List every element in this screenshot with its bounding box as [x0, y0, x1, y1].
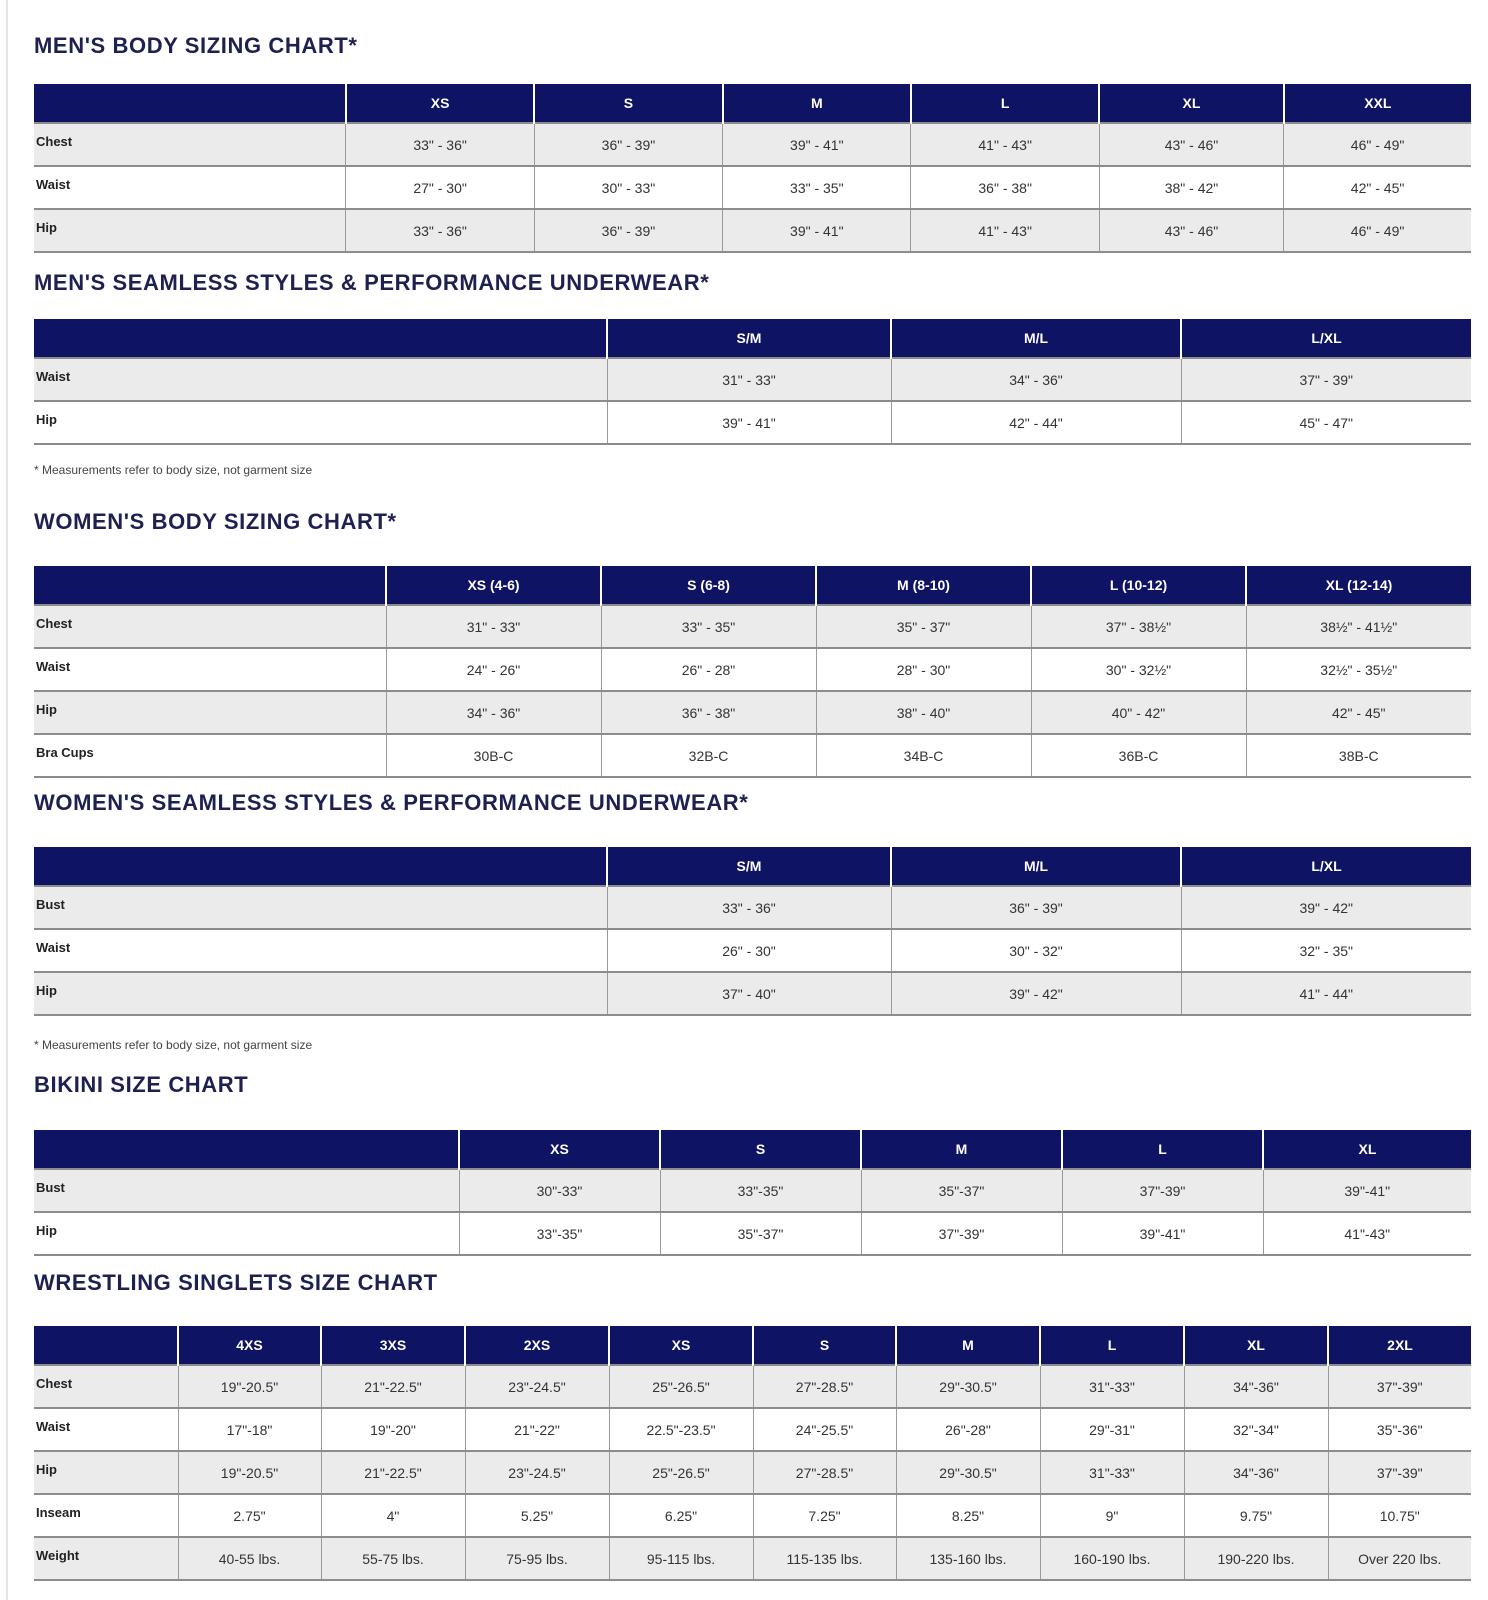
- page-left-border: [6, 0, 8, 1600]
- measurement-value: 29"-30.5": [896, 1365, 1040, 1408]
- size-header-cell: 4XS: [178, 1326, 321, 1365]
- table-row: [34, 358, 1471, 401]
- measurement-value: 37"-39": [861, 1212, 1062, 1255]
- measurement-value: 30"-33": [459, 1169, 660, 1212]
- measurement-value: 36" - 39": [534, 123, 722, 166]
- size-header-cell: L: [1062, 1130, 1263, 1169]
- size-header-cell: 2XL: [1328, 1326, 1471, 1365]
- womens-body-title: WOMEN'S BODY SIZING CHART*: [34, 509, 397, 534]
- size-header-cell: S: [660, 1130, 861, 1169]
- table-row: [34, 1169, 1471, 1212]
- measurement-value: 40-55 lbs.: [178, 1537, 321, 1580]
- size-header-cell: L: [1040, 1326, 1184, 1365]
- measurement-value: 28" - 30": [816, 648, 1031, 691]
- measurement-value: 36B-C: [1031, 734, 1246, 777]
- measurement-value: 21"-22.5": [321, 1451, 465, 1494]
- measurement-value: 17"-18": [178, 1408, 321, 1451]
- measurement-value: 38B-C: [1246, 734, 1471, 777]
- measurement-value: 37"-39": [1062, 1169, 1263, 1212]
- measurement-value: 46" - 49": [1284, 209, 1471, 252]
- measurement-value: 26"-28": [896, 1408, 1040, 1451]
- header-row: [34, 319, 1471, 358]
- table-row: [34, 123, 1471, 166]
- measurement-label: Chest: [34, 1365, 178, 1408]
- measurement-value: 43" - 46": [1099, 209, 1283, 252]
- womens-seamless-title: WOMEN'S SEAMLESS STYLES & PERFORMANCE UNDERWEAR*: [34, 790, 749, 815]
- measurement-label: Hip: [34, 1451, 178, 1494]
- womens-body-table: [34, 566, 1471, 778]
- measurement-value: 34B-C: [816, 734, 1031, 777]
- measurement-value: 33"-35": [660, 1169, 861, 1212]
- measurement-value: 35"-36": [1328, 1408, 1471, 1451]
- bikini-section: [34, 1072, 1471, 1242]
- measurement-value: 29"-30.5": [896, 1451, 1040, 1494]
- mens-seamless-footnote: * Measurements refer to body size, not garment size: [34, 463, 313, 477]
- measurement-value: 19"-20.5": [178, 1365, 321, 1408]
- measurement-value: 26" - 30": [607, 929, 891, 972]
- measurement-value: 135-160 lbs.: [896, 1537, 1040, 1580]
- measurement-value: 19"-20": [321, 1408, 465, 1451]
- measurement-value: 19"-20.5": [178, 1451, 321, 1494]
- table-row: [34, 1365, 1471, 1408]
- table-row: [34, 1494, 1471, 1537]
- table-row: [34, 734, 1471, 777]
- measurement-value: 42" - 44": [891, 401, 1181, 444]
- measurement-label: Waist: [34, 358, 607, 401]
- measurement-value: 30" - 32½": [1031, 648, 1246, 691]
- measurement-value: 33" - 35": [723, 166, 911, 209]
- measurement-value: 4": [321, 1494, 465, 1537]
- measurement-value: 41" - 44": [1181, 972, 1471, 1015]
- measurement-value: 190-220 lbs.: [1184, 1537, 1328, 1580]
- mens-body-table: [34, 84, 1471, 253]
- measurement-value: 23"-24.5": [465, 1451, 609, 1494]
- size-header-cell: XS (4-6): [386, 566, 601, 605]
- measurement-label: Waist: [34, 166, 346, 209]
- measurement-value: 6.25": [609, 1494, 753, 1537]
- measurement-value: 34" - 36": [386, 691, 601, 734]
- table-row: [34, 929, 1471, 972]
- measurement-value: 2.75": [178, 1494, 321, 1537]
- table-row: [34, 401, 1471, 444]
- measurement-value: 22.5"-23.5": [609, 1408, 753, 1451]
- size-header-cell: XXL: [1284, 84, 1471, 123]
- measurement-value: 9.75": [1184, 1494, 1328, 1537]
- measurement-value: 34"-36": [1184, 1365, 1328, 1408]
- header-corner-cell: [34, 847, 607, 886]
- measurement-value: 39" - 42": [891, 972, 1181, 1015]
- measurement-value: 42" - 45": [1246, 691, 1471, 734]
- size-header-cell: M/L: [891, 319, 1181, 358]
- measurement-value: 25"-26.5": [609, 1451, 753, 1494]
- wrestling-section: [34, 1270, 1471, 1567]
- table-row: [34, 166, 1471, 209]
- size-header-cell: L/XL: [1181, 847, 1471, 886]
- size-header-cell: S: [534, 84, 722, 123]
- womens-body-section: [34, 509, 1471, 764]
- size-header-cell: XS: [346, 84, 534, 123]
- measurement-value: 41" - 43": [911, 209, 1099, 252]
- measurement-value: 95-115 lbs.: [609, 1537, 753, 1580]
- measurement-value: 9": [1040, 1494, 1184, 1537]
- measurement-value: 33" - 35": [601, 605, 816, 648]
- header-row: [34, 84, 1471, 123]
- measurement-value: 8.25": [896, 1494, 1040, 1537]
- measurement-value: 23"-24.5": [465, 1365, 609, 1408]
- measurement-value: 41" - 43": [911, 123, 1099, 166]
- measurement-value: 32B-C: [601, 734, 816, 777]
- measurement-value: 37"-39": [1328, 1451, 1471, 1494]
- measurement-value: 42" - 45": [1284, 166, 1471, 209]
- measurement-label: Weight: [34, 1537, 178, 1580]
- measurement-value: 37"-39": [1328, 1365, 1471, 1408]
- measurement-value: 115-135 lbs.: [753, 1537, 896, 1580]
- measurement-value: 27"-28.5": [753, 1365, 896, 1408]
- table-row: [34, 1451, 1471, 1494]
- size-header-cell: L: [911, 84, 1099, 123]
- measurement-value: 75-95 lbs.: [465, 1537, 609, 1580]
- size-header-cell: 2XS: [465, 1326, 609, 1365]
- table-row: [34, 605, 1471, 648]
- measurement-value: 39" - 41": [607, 401, 891, 444]
- header-corner-cell: [34, 319, 607, 358]
- measurement-label: Inseam: [34, 1494, 178, 1537]
- measurement-value: 41"-43": [1263, 1212, 1471, 1255]
- measurement-value: 34"-36": [1184, 1451, 1328, 1494]
- measurement-value: 43" - 46": [1099, 123, 1283, 166]
- measurement-value: 29"-31": [1040, 1408, 1184, 1451]
- measurement-value: 32" - 35": [1181, 929, 1471, 972]
- header-corner-cell: [34, 566, 386, 605]
- measurement-value: 26" - 28": [601, 648, 816, 691]
- mens-seamless-table: [34, 319, 1471, 445]
- measurement-value: 27" - 30": [346, 166, 534, 209]
- measurement-value: 33" - 36": [607, 886, 891, 929]
- table-row: [34, 886, 1471, 929]
- table-row: [34, 1212, 1471, 1255]
- measurement-value: 31"-33": [1040, 1451, 1184, 1494]
- measurement-value: 36" - 39": [534, 209, 722, 252]
- mens-body-title: MEN'S BODY SIZING CHART*: [34, 33, 358, 58]
- header-row: [34, 847, 1471, 886]
- size-header-cell: M/L: [891, 847, 1181, 886]
- size-header-cell: XS: [609, 1326, 753, 1365]
- measurement-value: 39" - 41": [723, 209, 911, 252]
- measurement-label: Bra Cups: [34, 734, 386, 777]
- size-header-cell: XL: [1263, 1130, 1471, 1169]
- measurement-value: 24"-25.5": [753, 1408, 896, 1451]
- table-row: [34, 691, 1471, 734]
- measurement-value: 32"-34": [1184, 1408, 1328, 1451]
- measurement-value: 37" - 40": [607, 972, 891, 1015]
- table-row: [34, 1537, 1471, 1580]
- measurement-value: 35" - 37": [816, 605, 1031, 648]
- size-header-cell: XL (12-14): [1246, 566, 1471, 605]
- measurement-label: Waist: [34, 929, 607, 972]
- size-header-cell: L (10-12): [1031, 566, 1246, 605]
- measurement-value: 36" - 38": [911, 166, 1099, 209]
- header-row: [34, 1326, 1471, 1365]
- womens-seamless-footnote: * Measurements refer to body size, not garment size: [34, 1038, 313, 1052]
- measurement-label: Chest: [34, 123, 346, 166]
- measurement-value: 33" - 36": [346, 123, 534, 166]
- measurement-label: Bust: [34, 1169, 459, 1212]
- table-row: [34, 972, 1471, 1015]
- wrestling-title: WRESTLING SINGLETS SIZE CHART: [34, 1270, 438, 1295]
- measurement-value: 160-190 lbs.: [1040, 1537, 1184, 1580]
- table-row: [34, 1408, 1471, 1451]
- mens-body-section: [34, 33, 1471, 239]
- measurement-value: 35"-37": [861, 1169, 1062, 1212]
- measurement-value: 38½" - 41½": [1246, 605, 1471, 648]
- size-header-cell: M: [896, 1326, 1040, 1365]
- measurement-value: 31" - 33": [386, 605, 601, 648]
- measurement-value: 25"-26.5": [609, 1365, 753, 1408]
- wrestling-table: [34, 1326, 1471, 1581]
- size-header-cell: XL: [1184, 1326, 1328, 1365]
- measurement-value: 10.75": [1328, 1494, 1471, 1537]
- measurement-value: 37" - 38½": [1031, 605, 1246, 648]
- size-header-cell: M: [861, 1130, 1062, 1169]
- table-row: [34, 648, 1471, 691]
- measurement-value: Over 220 lbs.: [1328, 1537, 1471, 1580]
- mens-seamless-section: [34, 270, 1471, 477]
- measurement-label: Chest: [34, 605, 386, 648]
- measurement-value: 33"-35": [459, 1212, 660, 1255]
- measurement-value: 40" - 42": [1031, 691, 1246, 734]
- measurement-label: Hip: [34, 209, 346, 252]
- measurement-value: 38" - 42": [1099, 166, 1283, 209]
- table-row: [34, 209, 1471, 252]
- header-row: [34, 1130, 1471, 1169]
- size-header-cell: XS: [459, 1130, 660, 1169]
- measurement-value: 21"-22.5": [321, 1365, 465, 1408]
- measurement-value: 39" - 42": [1181, 886, 1471, 929]
- measurement-label: Hip: [34, 972, 607, 1015]
- mens-seamless-title: MEN'S SEAMLESS STYLES & PERFORMANCE UNDERWEAR*: [34, 270, 710, 295]
- measurement-label: Hip: [34, 401, 607, 444]
- size-header-cell: L/XL: [1181, 319, 1471, 358]
- measurement-label: Waist: [34, 648, 386, 691]
- size-header-cell: M (8-10): [816, 566, 1031, 605]
- measurement-label: Waist: [34, 1408, 178, 1451]
- measurement-value: 31" - 33": [607, 358, 891, 401]
- size-header-cell: S/M: [607, 847, 891, 886]
- measurement-value: 37" - 39": [1181, 358, 1471, 401]
- size-header-cell: XL: [1099, 84, 1283, 123]
- measurement-value: 39"-41": [1062, 1212, 1263, 1255]
- measurement-value: 7.25": [753, 1494, 896, 1537]
- womens-seamless-table: [34, 847, 1471, 1016]
- measurement-label: Hip: [34, 691, 386, 734]
- measurement-value: 39"-41": [1263, 1169, 1471, 1212]
- header-corner-cell: [34, 1326, 178, 1365]
- measurement-value: 27"-28.5": [753, 1451, 896, 1494]
- measurement-value: 30" - 33": [534, 166, 722, 209]
- size-header-cell: S/M: [607, 319, 891, 358]
- bikini-table: [34, 1130, 1471, 1256]
- measurement-value: 5.25": [465, 1494, 609, 1537]
- measurement-value: 33" - 36": [346, 209, 534, 252]
- measurement-value: 46" - 49": [1284, 123, 1471, 166]
- measurement-value: 35"-37": [660, 1212, 861, 1255]
- measurement-value: 36" - 39": [891, 886, 1181, 929]
- size-header-cell: S (6-8): [601, 566, 816, 605]
- measurement-value: 21"-22": [465, 1408, 609, 1451]
- size-header-cell: S: [753, 1326, 896, 1365]
- size-header-cell: 3XS: [321, 1326, 465, 1365]
- measurement-value: 30" - 32": [891, 929, 1181, 972]
- measurement-label: Hip: [34, 1212, 459, 1255]
- size-header-cell: M: [723, 84, 911, 123]
- measurement-value: 31"-33": [1040, 1365, 1184, 1408]
- measurement-value: 32½" - 35½": [1246, 648, 1471, 691]
- measurement-value: 55-75 lbs.: [321, 1537, 465, 1580]
- measurement-value: 39" - 41": [723, 123, 911, 166]
- header-corner-cell: [34, 84, 346, 123]
- measurement-value: 24" - 26": [386, 648, 601, 691]
- measurement-value: 38" - 40": [816, 691, 1031, 734]
- measurement-value: 30B-C: [386, 734, 601, 777]
- header-corner-cell: [34, 1130, 459, 1169]
- womens-seamless-section: [34, 790, 1471, 1052]
- bikini-title: BIKINI SIZE CHART: [34, 1072, 249, 1097]
- measurement-value: 45" - 47": [1181, 401, 1471, 444]
- header-row: [34, 566, 1471, 605]
- measurement-value: 34" - 36": [891, 358, 1181, 401]
- measurement-label: Bust: [34, 886, 607, 929]
- measurement-value: 36" - 38": [601, 691, 816, 734]
